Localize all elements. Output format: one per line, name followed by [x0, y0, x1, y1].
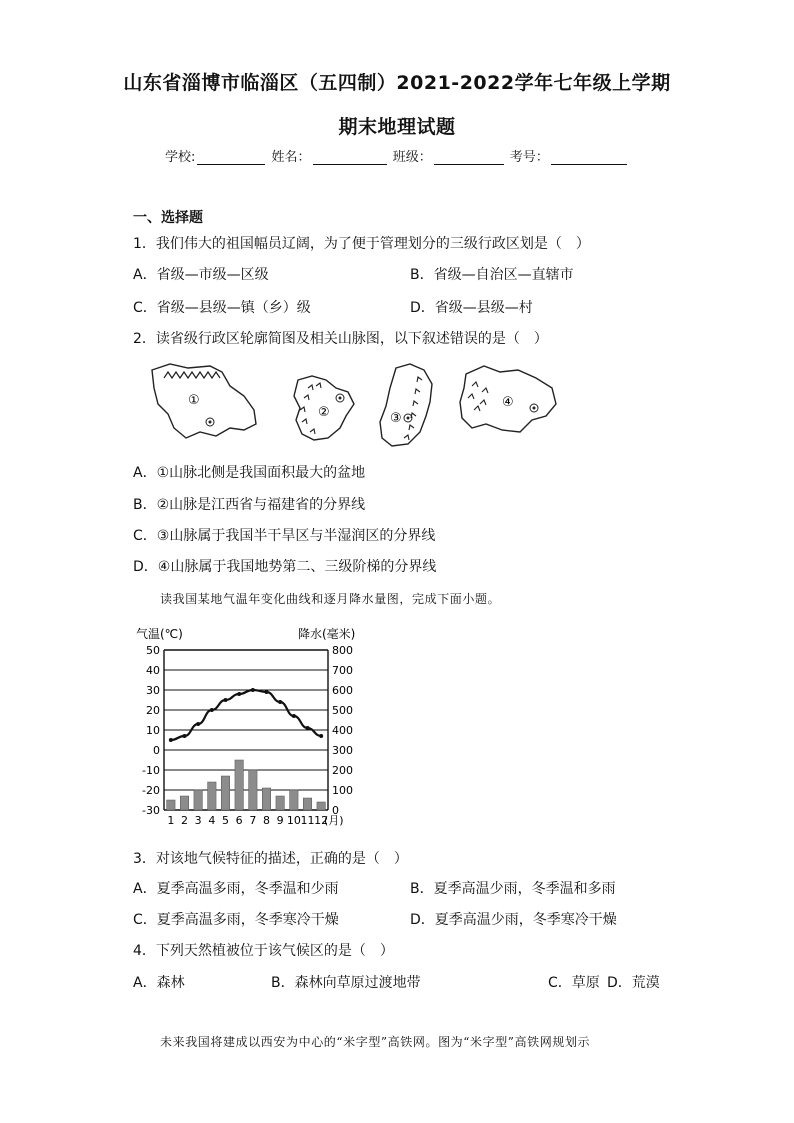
- temp-tick-label: 10: [146, 724, 160, 737]
- month-tick-label: 8: [263, 814, 270, 827]
- temperature-point: [237, 692, 241, 696]
- month-tick-label: 1: [167, 814, 175, 827]
- question-2-stem: 2．读省级行政区轮廓简图及相关山脉图，以下叙述错误的是（ ）: [133, 331, 548, 347]
- precipitation-bars: [167, 760, 326, 810]
- temperature-point: [210, 708, 214, 712]
- precip-bar: [276, 796, 284, 810]
- temperature-point: [169, 738, 173, 742]
- temperature-point: [278, 700, 282, 704]
- class-field[interactable]: [434, 150, 504, 165]
- q3-option-d[interactable]: D．夏季高温少雨，冬季寒冷干燥: [410, 912, 617, 928]
- temperature-point: [251, 688, 255, 692]
- month-tick-label: 11: [300, 814, 315, 827]
- precip-bar: [221, 776, 229, 810]
- question-1-stem: 1．我们伟大的祖国幅员辽阔，为了便于管理划分的三级行政区划是（ ）: [133, 236, 590, 252]
- name-label: 姓名：: [271, 150, 311, 165]
- precip-bar: [317, 802, 325, 810]
- map-label-1: ①: [188, 393, 200, 408]
- next-question-intro: 未来我国将建成以西安为中心的“米字型”高铁网。图为“米字型”高铁网规划示: [160, 1035, 591, 1049]
- right-axis-ticks: [332, 644, 353, 817]
- precip-bar: [303, 798, 311, 810]
- temp-tick-label: 40: [146, 664, 160, 677]
- chart-grid: [164, 650, 328, 810]
- right-axis-label: 降水(毫米): [298, 627, 356, 641]
- temperature-point: [196, 722, 200, 726]
- temp-tick-label: 50: [146, 644, 160, 657]
- temperature-point: [224, 698, 228, 702]
- precip-bar: [208, 782, 216, 810]
- left-axis-label: 气温(℃): [136, 627, 183, 641]
- map-label-2: ②: [318, 405, 330, 420]
- temperature-point: [319, 734, 323, 738]
- temp-tick-label: 0: [153, 744, 160, 757]
- province-map-4: [460, 366, 556, 432]
- q4-option-d[interactable]: D．荒漠: [607, 975, 660, 991]
- temp-tick-label: -10: [142, 764, 160, 777]
- temp-tick-label: -20: [142, 784, 160, 797]
- q3-option-b[interactable]: B．夏季高温少雨，冬季温和多雨: [410, 881, 616, 897]
- month-tick-label: 12: [314, 814, 329, 827]
- q1-option-c[interactable]: C．省级—县级—镇（乡）级: [133, 300, 311, 316]
- province-map-2: [294, 376, 354, 440]
- month-tick-label: 10: [286, 814, 301, 827]
- precip-tick-label: 600: [332, 684, 353, 697]
- precip-tick-label: 100: [332, 784, 353, 797]
- temp-tick-label: 30: [146, 684, 160, 697]
- school-field[interactable]: [197, 150, 265, 165]
- month-tick-label: 4: [208, 814, 216, 827]
- precip-tick-label: 0: [332, 804, 339, 817]
- precip-bar: [262, 788, 270, 810]
- exam-title-line2: 期末地理试题: [338, 116, 456, 138]
- chart-intro-text: 读我国某地气温年变化曲线和逐月降水量图，完成下面小题。: [160, 592, 501, 606]
- student-info-row: [165, 146, 629, 165]
- month-tick-label: 2: [181, 814, 188, 827]
- temperature-point: [183, 734, 187, 738]
- exam-no-label: 考号：: [509, 150, 549, 165]
- temperature-point: [292, 714, 296, 718]
- x-axis-ticks: [167, 814, 343, 827]
- month-tick-label: 6: [235, 814, 243, 827]
- temperature-point: [265, 690, 269, 694]
- q3-option-a[interactable]: A．夏季高温多雨，冬季温和少雨: [133, 881, 339, 897]
- x-axis-unit-label: (月): [324, 814, 344, 827]
- precip-bar: [290, 790, 298, 810]
- q4-option-c[interactable]: C．草原: [548, 975, 600, 991]
- temperature-point: [306, 726, 310, 730]
- temperature-line: [171, 690, 321, 740]
- temp-tick-label: -30: [142, 804, 160, 817]
- q2-option-a[interactable]: A．①山脉北侧是我国面积最大的盆地: [133, 465, 366, 481]
- temp-tick-label: 20: [146, 704, 160, 717]
- precip-tick-label: 200: [332, 764, 353, 777]
- precip-tick-label: 800: [332, 644, 353, 657]
- precip-bar: [194, 790, 202, 810]
- class-label: 班级：: [392, 150, 432, 165]
- q1-option-a[interactable]: A．省级—市级—区级: [133, 267, 269, 283]
- map-label-3: ③: [390, 411, 402, 426]
- name-field[interactable]: [313, 150, 387, 165]
- month-tick-label: 7: [249, 814, 257, 827]
- precip-tick-label: 700: [332, 664, 353, 677]
- month-tick-label: 3: [194, 814, 202, 827]
- section-title: 一、选择题: [133, 210, 203, 226]
- q1-option-d[interactable]: D．省级—县级—村: [410, 300, 533, 316]
- q4-option-a[interactable]: A．森林: [133, 975, 185, 991]
- precip-bar: [249, 770, 257, 810]
- left-axis-ticks: [142, 644, 160, 817]
- province-outline-maps: [140, 358, 560, 450]
- province-map-1: [152, 364, 256, 438]
- q1-option-b[interactable]: B．省级—自治区—直辖市: [410, 267, 574, 283]
- province-map-3: [380, 364, 432, 446]
- precip-tick-label: 300: [332, 744, 353, 757]
- q2-option-c[interactable]: C．③山脉属于我国半干旱区与半湿润区的分界线: [133, 528, 436, 544]
- q4-option-b[interactable]: B．森林向草原过渡地带: [271, 975, 421, 991]
- month-tick-label: 9: [276, 814, 284, 827]
- precip-bar: [180, 796, 188, 810]
- climate-chart: [130, 624, 370, 832]
- exam-no-field[interactable]: [551, 150, 627, 165]
- q2-option-d[interactable]: D．④山脉属于我国地势第二、三级阶梯的分界线: [133, 559, 437, 575]
- precip-bar: [235, 760, 243, 810]
- q3-option-c[interactable]: C．夏季高温多雨，冬季寒冷干燥: [133, 912, 339, 928]
- exam-title-line1: 山东省淄博市临淄区（五四制）2021-2022学年七年级上学期: [123, 72, 671, 94]
- precip-tick-label: 500: [332, 704, 353, 717]
- precip-bar: [167, 800, 175, 810]
- question-4-stem: 4．下列天然植被位于该气候区的是（ ）: [133, 943, 394, 959]
- map-label-4: ④: [502, 395, 514, 410]
- temperature-curve: [169, 688, 323, 742]
- school-label: 学校:: [165, 150, 196, 165]
- month-tick-label: 5: [222, 814, 229, 827]
- precip-tick-label: 400: [332, 724, 353, 737]
- q2-option-b[interactable]: B．②山脉是江西省与福建省的分界线: [133, 497, 366, 513]
- question-3-stem: 3．对该地气候特征的描述，正确的是（ ）: [133, 851, 408, 867]
